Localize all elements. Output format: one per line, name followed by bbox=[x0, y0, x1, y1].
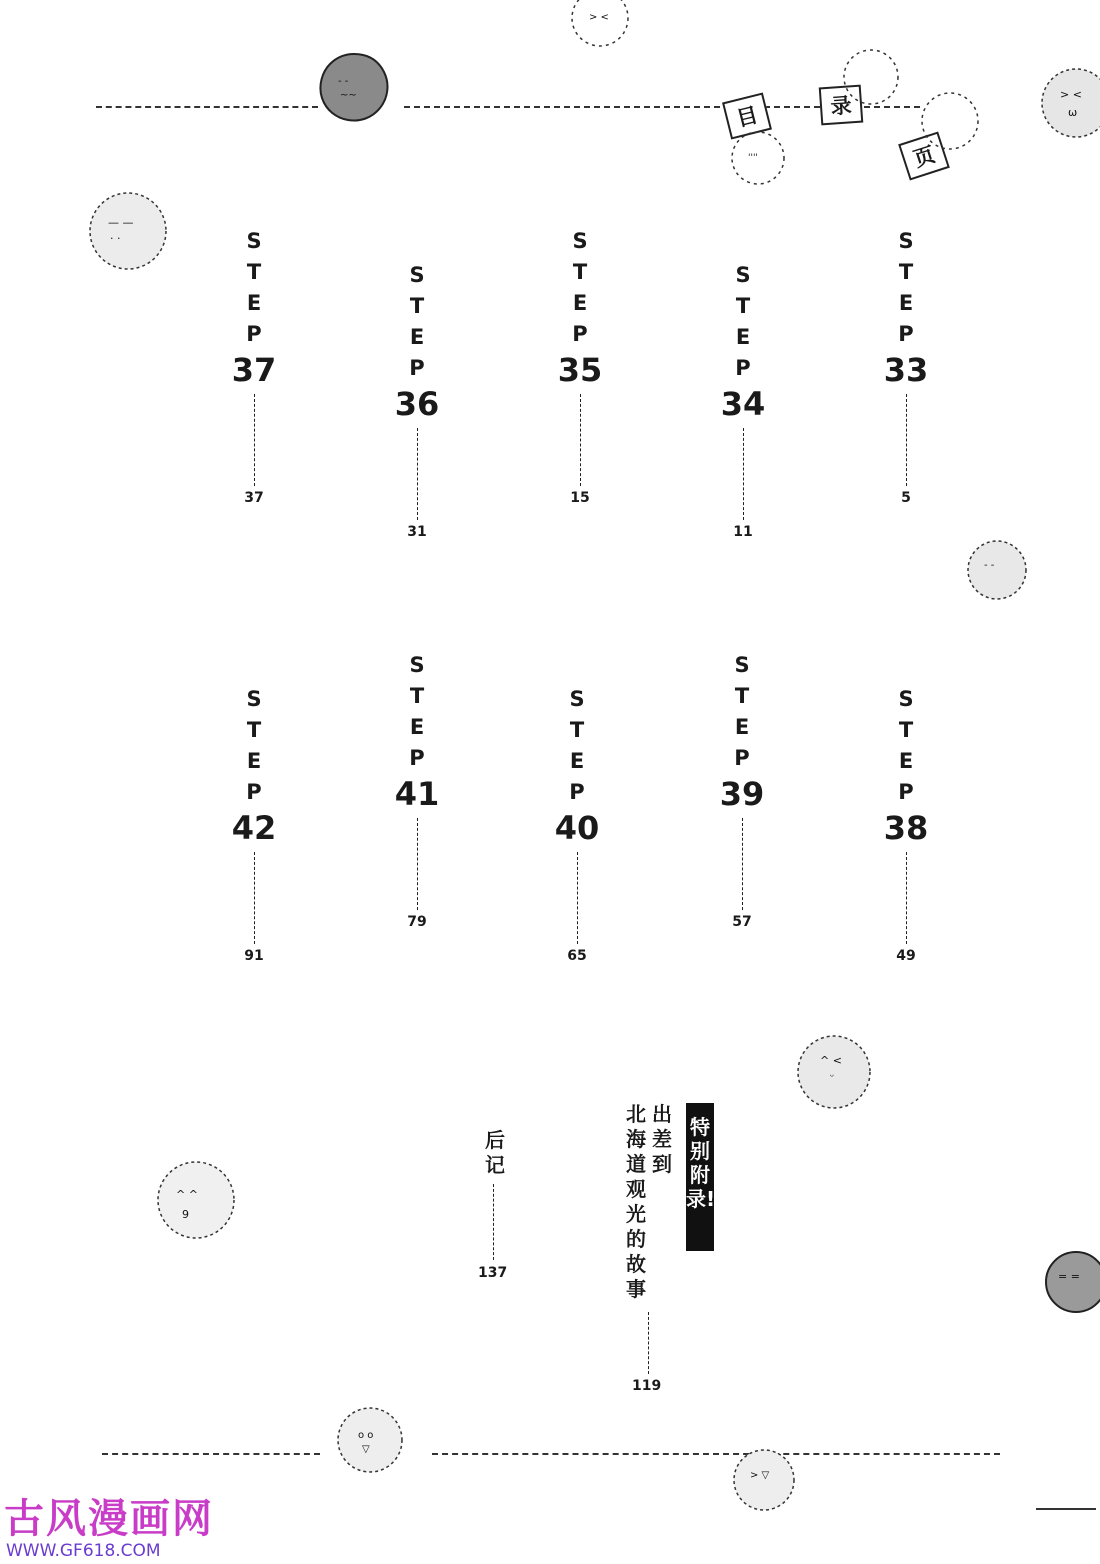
special-page-number: 119 bbox=[632, 1378, 662, 1394]
svg-text:ω: ω bbox=[1068, 106, 1078, 119]
svg-text:~~: ~~ bbox=[340, 90, 357, 101]
chapter-number: 36 bbox=[394, 385, 440, 423]
afterword-label[interactable]: 后记 bbox=[485, 1128, 505, 1177]
chapter-page-number: 5 bbox=[901, 490, 911, 506]
chapter-page-number: 11 bbox=[733, 524, 753, 540]
step-letter: P bbox=[409, 746, 425, 770]
chapter-number: 39 bbox=[719, 775, 765, 813]
leader-line bbox=[906, 852, 907, 944]
svg-text:> ▽: > ▽ bbox=[750, 1470, 770, 1481]
step-letter: S bbox=[735, 263, 751, 287]
afterword-leader-line bbox=[493, 1184, 494, 1260]
step-letter: S bbox=[734, 653, 750, 677]
fuzzball-left-upper-icon bbox=[74, 186, 174, 276]
chapter-step-36[interactable] bbox=[382, 260, 452, 540]
leader-line bbox=[577, 852, 578, 944]
step-letter: E bbox=[898, 749, 914, 773]
step-letter: E bbox=[409, 715, 425, 739]
svg-text:^ ^: ^ ^ bbox=[176, 1188, 198, 1201]
chapter-number: 37 bbox=[231, 351, 277, 389]
special-title-column-b[interactable]: 北海道观光的故事 bbox=[626, 1102, 646, 1301]
step-letter: T bbox=[246, 260, 262, 284]
fuzzball-lower-right-icon bbox=[780, 1028, 880, 1116]
watermark-site-title: 古风漫画网 bbox=[4, 1496, 214, 1542]
step-letter: S bbox=[409, 653, 425, 677]
leader-line bbox=[417, 818, 418, 910]
step-letter: T bbox=[898, 718, 914, 742]
svg-text:— —: — — bbox=[108, 216, 134, 229]
chapter-page-number: 37 bbox=[244, 490, 264, 506]
chapter-step-34[interactable] bbox=[708, 260, 778, 540]
chapter-step-37[interactable] bbox=[219, 226, 289, 506]
fuzzball-title-middle-icon bbox=[836, 44, 906, 110]
step-letter: E bbox=[246, 291, 262, 315]
step-letter: P bbox=[898, 780, 914, 804]
chapter-step-41[interactable] bbox=[382, 650, 452, 930]
step-letter: T bbox=[409, 684, 425, 708]
step-letter: E bbox=[735, 325, 751, 349]
watermark-site-url[interactable]: WWW.GF618.COM bbox=[6, 1541, 161, 1561]
chapter-number: 35 bbox=[557, 351, 603, 389]
fuzzball-right-middle-icon bbox=[962, 534, 1032, 606]
step-letter: S bbox=[572, 229, 588, 253]
fuzzball-bottom-left-icon bbox=[322, 1398, 414, 1482]
chapter-number: 42 bbox=[231, 809, 277, 847]
step-letter: S bbox=[246, 687, 262, 711]
step-letter: P bbox=[735, 356, 751, 380]
special-title-column-a[interactable]: 出差到 bbox=[652, 1102, 672, 1176]
title-tile-lu: 录 bbox=[819, 85, 864, 126]
leader-line bbox=[742, 818, 743, 910]
chapter-step-40[interactable] bbox=[542, 684, 612, 964]
fuzzball-dark-right-edge-icon bbox=[1038, 1244, 1100, 1320]
step-letter: S bbox=[898, 229, 914, 253]
step-letter: P bbox=[246, 780, 262, 804]
svg-text:> <: > < bbox=[1060, 88, 1082, 101]
step-letter: T bbox=[246, 718, 262, 742]
step-letter: P bbox=[409, 356, 425, 380]
step-letter: P bbox=[572, 322, 588, 346]
chapter-number: 34 bbox=[720, 385, 766, 423]
chapter-step-39[interactable] bbox=[707, 650, 777, 930]
svg-text:o o: o o bbox=[358, 1430, 374, 1441]
svg-text:= =: = = bbox=[1058, 1270, 1080, 1283]
step-letter: E bbox=[572, 291, 588, 315]
chapter-number: 33 bbox=[883, 351, 929, 389]
svg-text:- -: - - bbox=[338, 76, 349, 87]
bottom-dashed-rule-right bbox=[432, 1453, 1000, 1455]
leader-line bbox=[254, 394, 255, 486]
top-dashed-rule-left bbox=[96, 106, 318, 108]
step-letter: E bbox=[409, 325, 425, 349]
step-letter: T bbox=[898, 260, 914, 284]
leader-line bbox=[254, 852, 255, 944]
svg-text:- -: - - bbox=[984, 560, 995, 571]
step-letter: E bbox=[246, 749, 262, 773]
chapter-step-38[interactable] bbox=[871, 684, 941, 964]
step-letter: S bbox=[409, 263, 425, 287]
fuzzball-top-center-icon bbox=[564, 0, 636, 50]
chapter-page-number: 15 bbox=[570, 490, 590, 506]
fuzzball-title-left-icon bbox=[722, 128, 794, 188]
chapter-page-number: 65 bbox=[567, 948, 587, 964]
svg-text:ᵕ: ᵕ bbox=[830, 1072, 835, 1083]
step-letter: T bbox=[572, 260, 588, 284]
step-letter: S bbox=[569, 687, 585, 711]
fuzzball-lower-left-icon bbox=[150, 1152, 242, 1248]
leader-line bbox=[417, 428, 418, 520]
svg-text:^ <: ^ < bbox=[820, 1054, 842, 1067]
svg-text:· ·: · · bbox=[110, 232, 121, 245]
step-letter: T bbox=[569, 718, 585, 742]
chapter-step-33[interactable] bbox=[871, 226, 941, 506]
step-letter: T bbox=[409, 294, 425, 318]
step-letter: E bbox=[898, 291, 914, 315]
leader-line bbox=[906, 394, 907, 486]
title-tile-mu: 目 bbox=[722, 92, 772, 139]
chapter-number: 41 bbox=[394, 775, 440, 813]
fuzzball-top-right-icon bbox=[1036, 58, 1100, 148]
special-bonus-label[interactable]: 特别附录! bbox=[686, 1103, 714, 1251]
special-leader-line bbox=[648, 1312, 649, 1374]
step-letter: P bbox=[898, 322, 914, 346]
chapter-step-35[interactable] bbox=[545, 226, 615, 506]
step-letter: S bbox=[246, 229, 262, 253]
step-letter: T bbox=[735, 294, 751, 318]
step-letter: E bbox=[569, 749, 585, 773]
svg-text:> <: > < bbox=[589, 12, 609, 23]
leader-line bbox=[743, 428, 744, 520]
svg-text:'''': '''' bbox=[748, 153, 758, 163]
chapter-page-number: 79 bbox=[407, 914, 427, 930]
leader-line bbox=[580, 394, 581, 486]
chapter-page-number: 49 bbox=[896, 948, 916, 964]
title-tile-ye: 页 bbox=[898, 131, 950, 180]
fuzzball-title-right-icon bbox=[914, 86, 986, 156]
step-letter: E bbox=[734, 715, 750, 739]
chapter-number: 40 bbox=[554, 809, 600, 847]
svg-text:9: 9 bbox=[182, 1208, 189, 1221]
step-letter: P bbox=[734, 746, 750, 770]
page-corner-rule bbox=[1036, 1508, 1096, 1510]
fuzzball-bottom-center-icon bbox=[726, 1442, 802, 1520]
chapter-number: 38 bbox=[883, 809, 929, 847]
fuzzball-dark-top-icon bbox=[316, 50, 392, 124]
svg-text:▽: ▽ bbox=[362, 1444, 370, 1455]
chapter-step-42[interactable] bbox=[219, 684, 289, 964]
chapter-page-number: 31 bbox=[407, 524, 427, 540]
step-letter: T bbox=[734, 684, 750, 708]
step-letter: P bbox=[569, 780, 585, 804]
afterword-page-number: 137 bbox=[478, 1265, 508, 1281]
bottom-dashed-rule-left bbox=[102, 1453, 320, 1455]
step-letter: S bbox=[898, 687, 914, 711]
step-letter: P bbox=[246, 322, 262, 346]
chapter-page-number: 91 bbox=[244, 948, 264, 964]
chapter-page-number: 57 bbox=[732, 914, 752, 930]
